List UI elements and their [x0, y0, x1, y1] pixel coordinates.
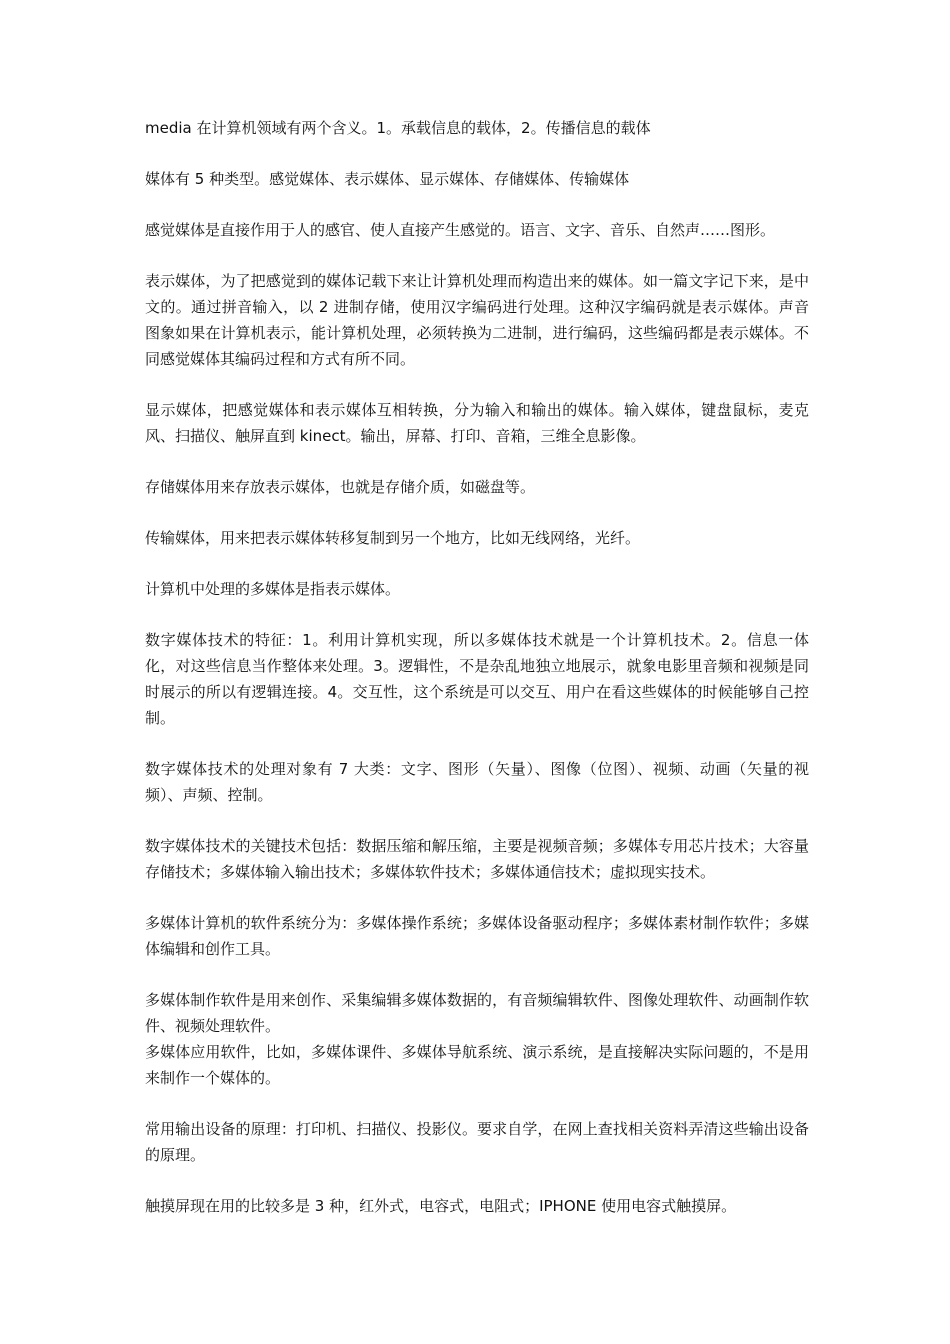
paragraph-representation-media: 表示媒体，为了把感觉到的媒体记载下来让计算机处理而构造出来的媒体。如一篇文字记下来，是中文的。通过拼音输入，以 2 进制存储，使用汉字编码进行处理。这种汉字编码就是表示媒体。声音图象如果在计算机表示，能计算机处理，必须转换为二进制，进行编码，这些编码都是表示媒体。不同感觉媒体其编码过程和方式有所不同。 [145, 272, 809, 368]
paragraph-computer-multimedia: 计算机中处理的多媒体是指表示媒体。 [145, 580, 401, 598]
paragraph-perception-media: 感觉媒体是直接作用于人的感官、使人直接产生感觉的。语言、文字、音乐、自然声……图形。 [145, 221, 776, 239]
paragraph-touchscreen: 触摸屏现在用的比较多是 3 种，红外式，电容式，电阻式；IPHONE 使用电容式触摸屏。 [145, 1197, 737, 1215]
paragraph-processing-objects: 数字媒体技术的处理对象有 7 大类：文字、图形（矢量）、图像（位图）、视频、动画（矢量的视频）、声频、控制。 [145, 760, 809, 804]
paragraph-output-devices: 常用输出设备的原理：打印机、扫描仪、投影仪。要求自学，在网上查找相关资料弄清这些输出设备的原理。 [145, 1120, 809, 1164]
paragraph-media-definition: media 在计算机领域有两个含义。1。承载信息的载体，2。传播信息的载体 [145, 119, 651, 137]
paragraph-software-system: 多媒体计算机的软件系统分为：多媒体操作系统；多媒体设备驱动程序；多媒体素材制作软件；多媒体编辑和创作工具。 [145, 914, 809, 958]
document-body [145, 115, 809, 1244]
paragraph-media-types: 媒体有 5 种类型。感觉媒体、表示媒体、显示媒体、存储媒体、传输媒体 [145, 170, 630, 188]
paragraph-application-software: 多媒体应用软件，比如，多媒体课件、多媒体导航系统、演示系统，是直接解决实际问题的，不是用来制作一个媒体的。 [145, 1043, 809, 1087]
paragraph-storage-media: 存储媒体用来存放表示媒体，也就是存储介质，如磁盘等。 [145, 478, 536, 496]
paragraph-digital-media-features: 数字媒体技术的特征：1。利用计算机实现，所以多媒体技术就是一个计算机技术。2。信息一体化，对这些信息当作整体来处理。3。逻辑性，不是杂乱地独立地展示，就象电影里音频和视频是同时展示的所以有逻辑连接。4。交互性，这个系统是可以交互、用户在看这些媒体的时候能够自己控制。 [145, 631, 809, 727]
paragraph-display-media: 显示媒体，把感觉媒体和表示媒体互相转换，分为输入和输出的媒体。输入媒体，键盘鼠标，麦克风、扫描仪、触屏直到 kinect。输出，屏幕、打印、音箱，三维全息影像。 [145, 401, 809, 445]
paragraph-transmission-media: 传输媒体，用来把表示媒体转移复制到另一个地方，比如无线网络，光纤。 [145, 529, 641, 547]
paragraph-key-technologies: 数字媒体技术的关键技术包括：数据压缩和解压缩，主要是视频音频；多媒体专用芯片技术；大容量存储技术；多媒体输入输出技术；多媒体软件技术；多媒体通信技术；虚拟现实技术。 [145, 837, 809, 881]
paragraph-production-software: 多媒体制作软件是用来创作、采集编辑多媒体数据的，有音频编辑软件、图像处理软件、动画制作软件、视频处理软件。 [145, 991, 809, 1035]
